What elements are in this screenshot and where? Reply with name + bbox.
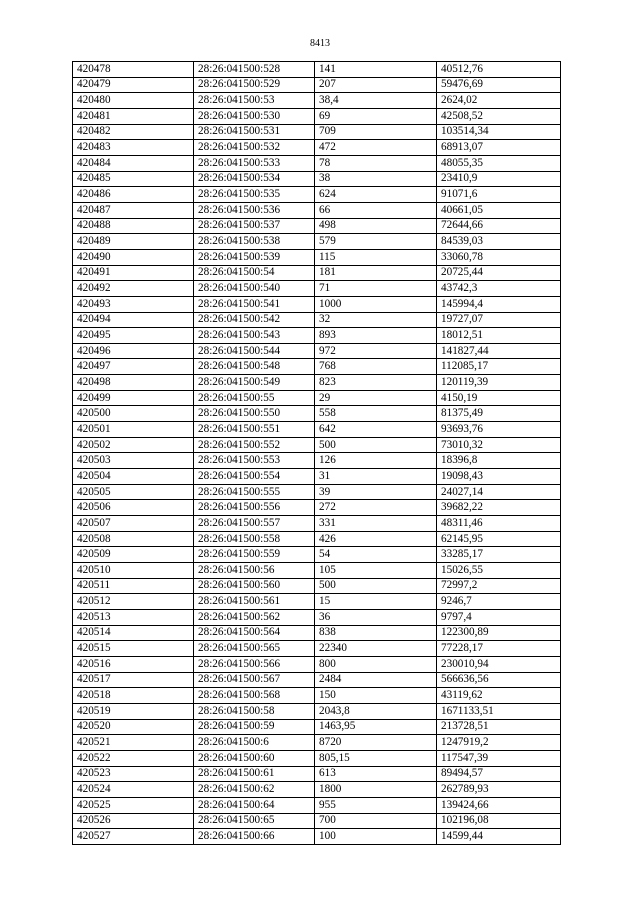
cadastral-number-cell: 28:26:041500:553 xyxy=(194,453,315,469)
table-row xyxy=(73,437,561,453)
table-row xyxy=(73,249,561,265)
area-cell: 838 xyxy=(315,625,437,641)
record-number-cell: 420482 xyxy=(73,124,194,140)
value-cell: 68913,07 xyxy=(437,140,561,156)
table-row xyxy=(73,406,561,422)
area-cell: 498 xyxy=(315,218,437,234)
area-cell: 272 xyxy=(315,500,437,516)
record-number-cell: 420520 xyxy=(73,719,194,735)
cadastral-number-cell: 28:26:041500:534 xyxy=(194,171,315,187)
record-number-cell: 420500 xyxy=(73,406,194,422)
record-number-cell: 420483 xyxy=(73,140,194,156)
record-number-cell: 420508 xyxy=(73,531,194,547)
cadastral-number-cell: 28:26:041500:560 xyxy=(194,578,315,594)
table-row xyxy=(73,641,561,657)
record-number-cell: 420503 xyxy=(73,453,194,469)
area-cell: 71 xyxy=(315,281,437,297)
table-row xyxy=(73,766,561,782)
record-number-cell: 420511 xyxy=(73,578,194,594)
value-cell: 93693,76 xyxy=(437,422,561,438)
area-cell: 768 xyxy=(315,359,437,375)
record-number-cell: 420527 xyxy=(73,829,194,845)
table-row xyxy=(73,62,561,78)
table-row xyxy=(73,171,561,187)
cadastral-number-cell: 28:26:041500:61 xyxy=(194,766,315,782)
area-cell: 36 xyxy=(315,609,437,625)
page-number: 8413 xyxy=(310,38,330,49)
value-cell: 48311,46 xyxy=(437,516,561,532)
table-row xyxy=(73,829,561,845)
value-cell: 102196,08 xyxy=(437,813,561,829)
value-cell: 62145,95 xyxy=(437,531,561,547)
record-number-cell: 420521 xyxy=(73,735,194,751)
cadastral-number-cell: 28:26:041500:558 xyxy=(194,531,315,547)
record-number-cell: 420487 xyxy=(73,202,194,218)
value-cell: 19098,43 xyxy=(437,469,561,485)
cadastral-number-cell: 28:26:041500:530 xyxy=(194,108,315,124)
table-row xyxy=(73,234,561,250)
value-cell: 20725,44 xyxy=(437,265,561,281)
table-row xyxy=(73,797,561,813)
cadastral-number-cell: 28:26:041500:535 xyxy=(194,187,315,203)
value-cell: 59476,69 xyxy=(437,77,561,93)
cadastral-number-cell: 28:26:041500:53 xyxy=(194,93,315,109)
area-cell: 54 xyxy=(315,547,437,563)
cadastral-number-cell: 28:26:041500:564 xyxy=(194,625,315,641)
cadastral-number-cell: 28:26:041500:59 xyxy=(194,719,315,735)
area-cell: 150 xyxy=(315,688,437,704)
value-cell: 77228,17 xyxy=(437,641,561,657)
area-cell: 579 xyxy=(315,234,437,250)
record-number-cell: 420513 xyxy=(73,609,194,625)
value-cell: 33060,78 xyxy=(437,249,561,265)
cadastral-number-cell: 28:26:041500:532 xyxy=(194,140,315,156)
value-cell: 120119,39 xyxy=(437,375,561,391)
value-cell: 89494,57 xyxy=(437,766,561,782)
area-cell: 207 xyxy=(315,77,437,93)
area-cell: 500 xyxy=(315,437,437,453)
cadastral-number-cell: 28:26:041500:551 xyxy=(194,422,315,438)
record-number-cell: 420497 xyxy=(73,359,194,375)
table-row xyxy=(73,735,561,751)
area-cell: 500 xyxy=(315,578,437,594)
cadastral-number-cell: 28:26:041500:566 xyxy=(194,656,315,672)
record-number-cell: 420526 xyxy=(73,813,194,829)
area-cell: 558 xyxy=(315,406,437,422)
table-row xyxy=(73,703,561,719)
table-row xyxy=(73,688,561,704)
table-row xyxy=(73,390,561,406)
table-row xyxy=(73,422,561,438)
record-number-cell: 420524 xyxy=(73,782,194,798)
value-cell: 103514,34 xyxy=(437,124,561,140)
table-row xyxy=(73,155,561,171)
table-row xyxy=(73,375,561,391)
record-number-cell: 420505 xyxy=(73,484,194,500)
area-cell: 972 xyxy=(315,343,437,359)
area-cell: 39 xyxy=(315,484,437,500)
value-cell: 213728,51 xyxy=(437,719,561,735)
table-row xyxy=(73,719,561,735)
record-number-cell: 420523 xyxy=(73,766,194,782)
value-cell: 40661,05 xyxy=(437,202,561,218)
area-cell: 613 xyxy=(315,766,437,782)
value-cell: 73010,32 xyxy=(437,437,561,453)
cadastral-number-cell: 28:26:041500:60 xyxy=(194,750,315,766)
cadastral-number-cell: 28:26:041500:555 xyxy=(194,484,315,500)
area-cell: 805,15 xyxy=(315,750,437,766)
area-cell: 78 xyxy=(315,155,437,171)
value-cell: 42508,52 xyxy=(437,108,561,124)
record-number-cell: 420492 xyxy=(73,281,194,297)
area-cell: 100 xyxy=(315,829,437,845)
cadastral-number-cell: 28:26:041500:64 xyxy=(194,797,315,813)
area-cell: 115 xyxy=(315,249,437,265)
record-number-cell: 420499 xyxy=(73,390,194,406)
area-cell: 426 xyxy=(315,531,437,547)
record-number-cell: 420501 xyxy=(73,422,194,438)
value-cell: 9246,7 xyxy=(437,594,561,610)
value-cell: 43742,3 xyxy=(437,281,561,297)
table-row xyxy=(73,516,561,532)
cadastral-number-cell: 28:26:041500:549 xyxy=(194,375,315,391)
area-cell: 823 xyxy=(315,375,437,391)
area-cell: 2484 xyxy=(315,672,437,688)
record-number-cell: 420486 xyxy=(73,187,194,203)
cadastral-number-cell: 28:26:041500:536 xyxy=(194,202,315,218)
table-row xyxy=(73,453,561,469)
record-number-cell: 420485 xyxy=(73,171,194,187)
value-cell: 84539,03 xyxy=(437,234,561,250)
area-cell: 709 xyxy=(315,124,437,140)
value-cell: 39682,22 xyxy=(437,500,561,516)
cadastral-number-cell: 28:26:041500:537 xyxy=(194,218,315,234)
cadastral-number-cell: 28:26:041500:533 xyxy=(194,155,315,171)
table-row xyxy=(73,328,561,344)
record-number-cell: 420489 xyxy=(73,234,194,250)
table-row xyxy=(73,218,561,234)
area-cell: 624 xyxy=(315,187,437,203)
area-cell: 893 xyxy=(315,328,437,344)
record-number-cell: 420506 xyxy=(73,500,194,516)
area-cell: 800 xyxy=(315,656,437,672)
area-cell: 331 xyxy=(315,516,437,532)
value-cell: 566636,56 xyxy=(437,672,561,688)
record-number-cell: 420525 xyxy=(73,797,194,813)
cadastral-number-cell: 28:26:041500:528 xyxy=(194,62,315,78)
value-cell: 139424,66 xyxy=(437,797,561,813)
value-cell: 122300,89 xyxy=(437,625,561,641)
record-number-cell: 420484 xyxy=(73,155,194,171)
table-row xyxy=(73,187,561,203)
area-cell: 1463,95 xyxy=(315,719,437,735)
record-number-cell: 420504 xyxy=(73,469,194,485)
cadastral-number-cell: 28:26:041500:531 xyxy=(194,124,315,140)
area-cell: 955 xyxy=(315,797,437,813)
value-cell: 81375,49 xyxy=(437,406,561,422)
cadastral-number-cell: 28:26:041500:552 xyxy=(194,437,315,453)
table-row xyxy=(73,563,561,579)
table-row xyxy=(73,484,561,500)
record-number-cell: 420495 xyxy=(73,328,194,344)
table-row xyxy=(73,609,561,625)
data-table xyxy=(72,61,561,845)
table-row xyxy=(73,343,561,359)
area-cell: 22340 xyxy=(315,641,437,657)
area-cell: 700 xyxy=(315,813,437,829)
table-row xyxy=(73,750,561,766)
table-row xyxy=(73,140,561,156)
table-row xyxy=(73,108,561,124)
value-cell: 1247919,2 xyxy=(437,735,561,751)
area-cell: 472 xyxy=(315,140,437,156)
cadastral-number-cell: 28:26:041500:568 xyxy=(194,688,315,704)
record-number-cell: 420519 xyxy=(73,703,194,719)
area-cell: 1800 xyxy=(315,782,437,798)
value-cell: 72997,2 xyxy=(437,578,561,594)
record-number-cell: 420510 xyxy=(73,563,194,579)
record-number-cell: 420512 xyxy=(73,594,194,610)
area-cell: 66 xyxy=(315,202,437,218)
record-number-cell: 420496 xyxy=(73,343,194,359)
value-cell: 1671133,51 xyxy=(437,703,561,719)
cadastral-number-cell: 28:26:041500:562 xyxy=(194,609,315,625)
cadastral-number-cell: 28:26:041500:538 xyxy=(194,234,315,250)
cadastral-number-cell: 28:26:041500:54 xyxy=(194,265,315,281)
area-cell: 38 xyxy=(315,171,437,187)
area-cell: 181 xyxy=(315,265,437,281)
value-cell: 4150,19 xyxy=(437,390,561,406)
value-cell: 19727,07 xyxy=(437,312,561,328)
record-number-cell: 420490 xyxy=(73,249,194,265)
cadastral-number-cell: 28:26:041500:529 xyxy=(194,77,315,93)
cadastral-number-cell: 28:26:041500:540 xyxy=(194,281,315,297)
cadastral-number-cell: 28:26:041500:58 xyxy=(194,703,315,719)
cadastral-number-cell: 28:26:041500:550 xyxy=(194,406,315,422)
table-row xyxy=(73,672,561,688)
value-cell: 2624,02 xyxy=(437,93,561,109)
value-cell: 18396,8 xyxy=(437,453,561,469)
record-number-cell: 420507 xyxy=(73,516,194,532)
value-cell: 23410,9 xyxy=(437,171,561,187)
cadastral-number-cell: 28:26:041500:56 xyxy=(194,563,315,579)
table-row xyxy=(73,202,561,218)
record-number-cell: 420479 xyxy=(73,77,194,93)
record-number-cell: 420522 xyxy=(73,750,194,766)
value-cell: 9797,4 xyxy=(437,609,561,625)
area-cell: 126 xyxy=(315,453,437,469)
cadastral-number-cell: 28:26:041500:567 xyxy=(194,672,315,688)
table-row xyxy=(73,312,561,328)
cadastral-number-cell: 28:26:041500:557 xyxy=(194,516,315,532)
record-number-cell: 420509 xyxy=(73,547,194,563)
area-cell: 38,4 xyxy=(315,93,437,109)
cadastral-number-cell: 28:26:041500:548 xyxy=(194,359,315,375)
value-cell: 48055,35 xyxy=(437,155,561,171)
value-cell: 15026,55 xyxy=(437,563,561,579)
record-number-cell: 420516 xyxy=(73,656,194,672)
record-number-cell: 420478 xyxy=(73,62,194,78)
table-row xyxy=(73,93,561,109)
area-cell: 642 xyxy=(315,422,437,438)
table-row xyxy=(73,77,561,93)
table-body xyxy=(73,62,561,845)
area-cell: 31 xyxy=(315,469,437,485)
table-row xyxy=(73,281,561,297)
value-cell: 14599,44 xyxy=(437,829,561,845)
cadastral-number-cell: 28:26:041500:539 xyxy=(194,249,315,265)
value-cell: 18012,51 xyxy=(437,328,561,344)
record-number-cell: 420517 xyxy=(73,672,194,688)
area-cell: 2043,8 xyxy=(315,703,437,719)
table-row xyxy=(73,813,561,829)
record-number-cell: 420502 xyxy=(73,437,194,453)
value-cell: 72644,66 xyxy=(437,218,561,234)
record-number-cell: 420488 xyxy=(73,218,194,234)
value-cell: 33285,17 xyxy=(437,547,561,563)
table-row xyxy=(73,500,561,516)
area-cell: 32 xyxy=(315,312,437,328)
area-cell: 141 xyxy=(315,62,437,78)
table-row xyxy=(73,265,561,281)
table-row xyxy=(73,359,561,375)
record-number-cell: 420493 xyxy=(73,296,194,312)
table-row xyxy=(73,594,561,610)
area-cell: 69 xyxy=(315,108,437,124)
value-cell: 91071,6 xyxy=(437,187,561,203)
cadastral-number-cell: 28:26:041500:65 xyxy=(194,813,315,829)
record-number-cell: 420515 xyxy=(73,641,194,657)
value-cell: 112085,17 xyxy=(437,359,561,375)
record-number-cell: 420494 xyxy=(73,312,194,328)
area-cell: 29 xyxy=(315,390,437,406)
table-row xyxy=(73,124,561,140)
table-row xyxy=(73,578,561,594)
cadastral-number-cell: 28:26:041500:559 xyxy=(194,547,315,563)
table-row xyxy=(73,656,561,672)
value-cell: 43119,62 xyxy=(437,688,561,704)
table-row xyxy=(73,531,561,547)
cadastral-number-cell: 28:26:041500:543 xyxy=(194,328,315,344)
value-cell: 262789,93 xyxy=(437,782,561,798)
cadastral-number-cell: 28:26:041500:541 xyxy=(194,296,315,312)
record-number-cell: 420514 xyxy=(73,625,194,641)
value-cell: 40512,76 xyxy=(437,62,561,78)
table-row xyxy=(73,625,561,641)
area-cell: 8720 xyxy=(315,735,437,751)
area-cell: 15 xyxy=(315,594,437,610)
cadastral-number-cell: 28:26:041500:565 xyxy=(194,641,315,657)
table-row xyxy=(73,782,561,798)
record-number-cell: 420481 xyxy=(73,108,194,124)
cadastral-number-cell: 28:26:041500:542 xyxy=(194,312,315,328)
table-row xyxy=(73,547,561,563)
record-number-cell: 420491 xyxy=(73,265,194,281)
record-number-cell: 420498 xyxy=(73,375,194,391)
cadastral-number-cell: 28:26:041500:66 xyxy=(194,829,315,845)
cadastral-number-cell: 28:26:041500:544 xyxy=(194,343,315,359)
value-cell: 230010,94 xyxy=(437,656,561,672)
cadastral-number-cell: 28:26:041500:62 xyxy=(194,782,315,798)
value-cell: 117547,39 xyxy=(437,750,561,766)
record-number-cell: 420480 xyxy=(73,93,194,109)
value-cell: 141827,44 xyxy=(437,343,561,359)
cadastral-number-cell: 28:26:041500:6 xyxy=(194,735,315,751)
area-cell: 1000 xyxy=(315,296,437,312)
record-number-cell: 420518 xyxy=(73,688,194,704)
table-row xyxy=(73,469,561,485)
cadastral-number-cell: 28:26:041500:55 xyxy=(194,390,315,406)
cadastral-number-cell: 28:26:041500:554 xyxy=(194,469,315,485)
value-cell: 145994,4 xyxy=(437,296,561,312)
value-cell: 24027,14 xyxy=(437,484,561,500)
cadastral-number-cell: 28:26:041500:556 xyxy=(194,500,315,516)
area-cell: 105 xyxy=(315,563,437,579)
cadastral-number-cell: 28:26:041500:561 xyxy=(194,594,315,610)
table-row xyxy=(73,296,561,312)
